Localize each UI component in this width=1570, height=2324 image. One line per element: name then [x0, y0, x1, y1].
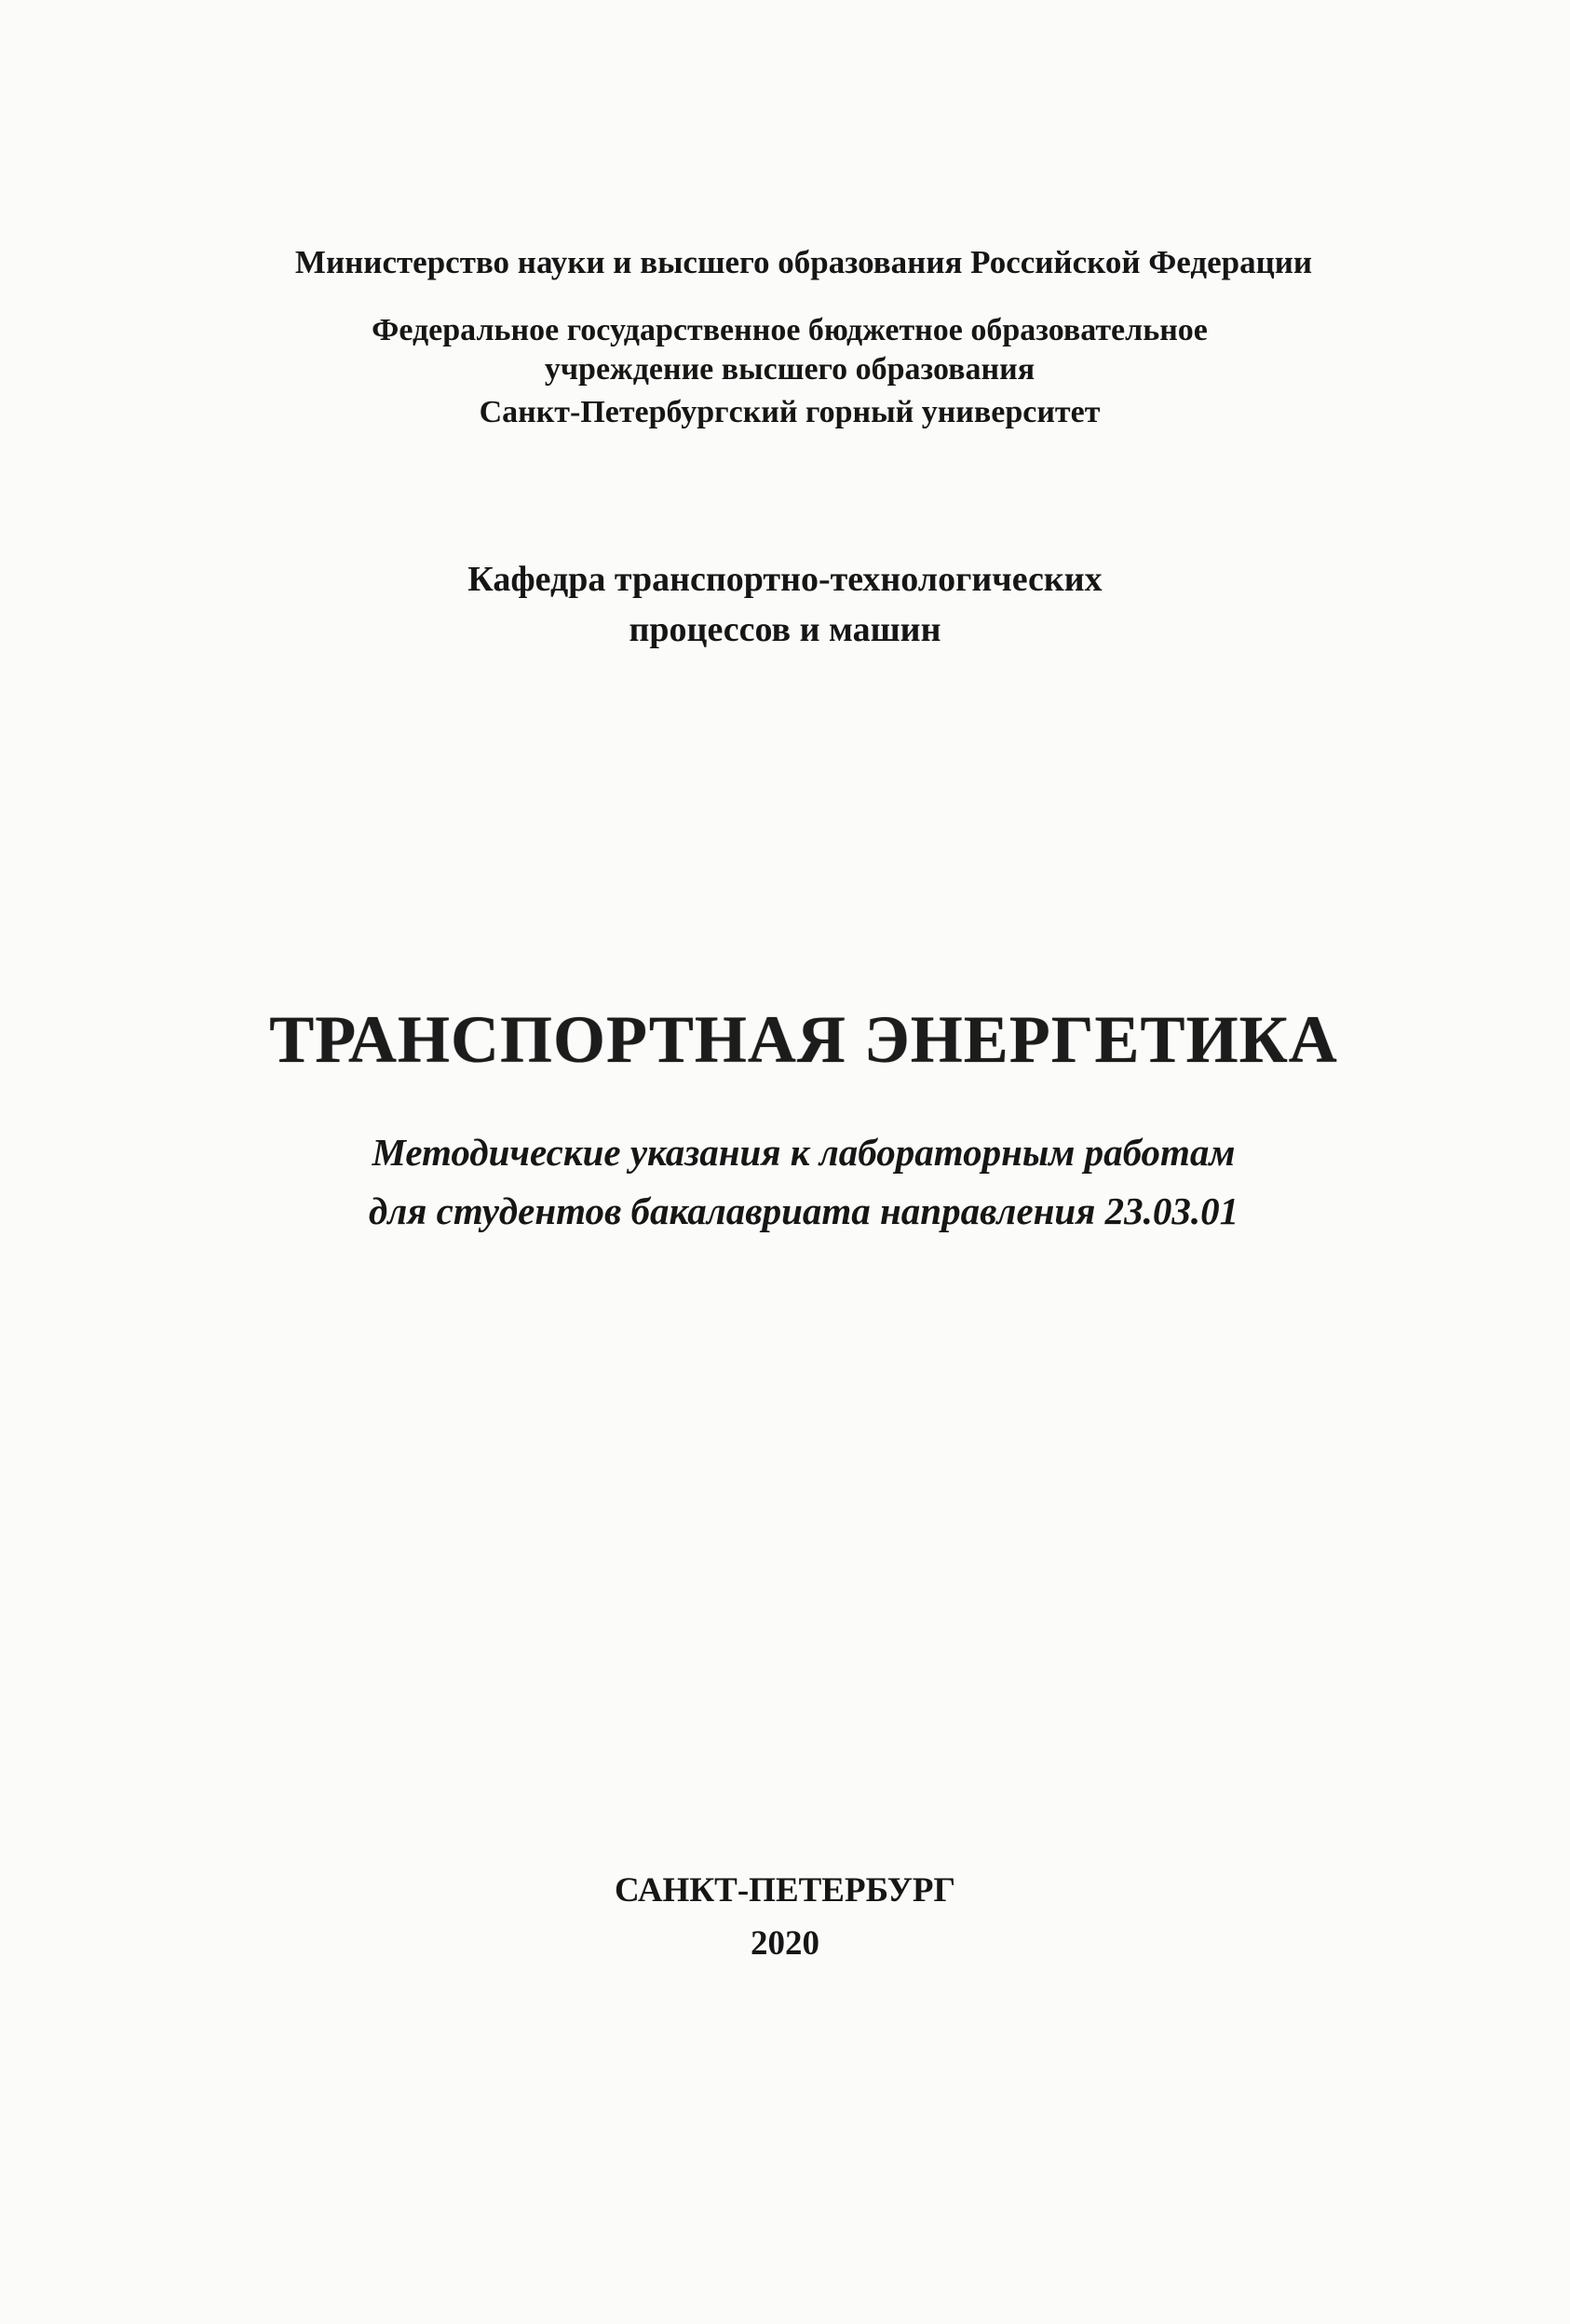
- subtitle-line-2: для студентов бакалавриата направления 23.03.01: [368, 1189, 1239, 1232]
- university-name: Санкт-Петербургский горный университет: [479, 395, 1101, 429]
- document-title: ТРАНСПОРТНАЯ ЭНЕРГЕТИКА: [269, 1002, 1338, 1077]
- institution-line-1: Федеральное государственное бюджетное образовательное: [372, 313, 1208, 347]
- subtitle-line-1: Методические указания к лабораторным работам: [372, 1131, 1236, 1174]
- department-line-1: Кафедра транспортно-технологических: [467, 560, 1103, 599]
- department-line-2: процессов и машин: [629, 610, 941, 649]
- institution-line-2: учреждение высшего образования: [544, 352, 1035, 387]
- publication-year: 2020: [751, 1924, 819, 1963]
- publication-city: САНКТ-ПЕТЕРБУРГ: [614, 1871, 956, 1909]
- ministry-name: Министерство науки и высшего образования Российской Федерации: [294, 244, 1313, 280]
